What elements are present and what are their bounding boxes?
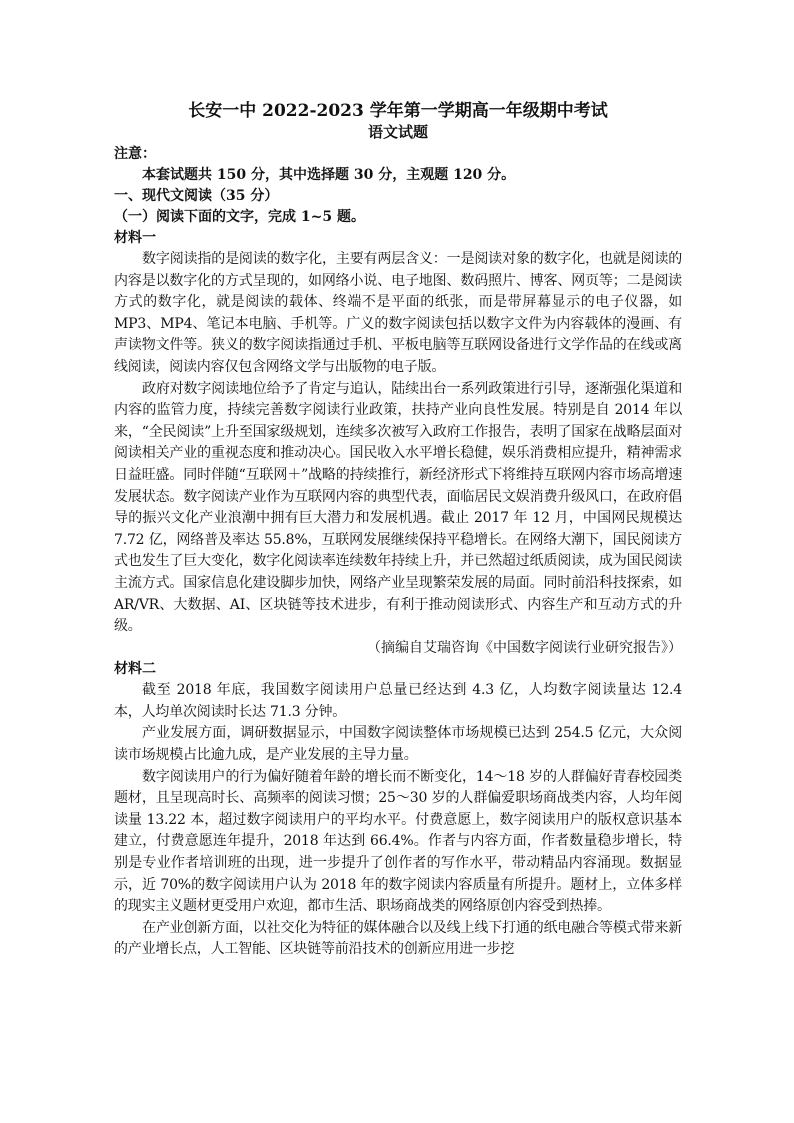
material-two-paragraph: 在产业创新方面，以社交化为特征的媒体融合以及线上线下打通的纸电融合等模式带来新的产业增长点，人工智能、区块链等前沿技术的创新应用进一步挖 <box>114 919 682 958</box>
notice-label: 注意： <box>114 146 156 162</box>
material-one-paragraph: 数字阅读指的是阅读的数字化，主要有两层含义：一是阅读对象的数字化，也就是阅读的内容是以数字化的方式呈现的，如网络小说、电子地图、数码照片、博客、网页等；二是阅读方式的数字化，就是阅读的载体、终端不是平面的纸张，而是带屏幕显示的电子仪器，如 MP3、MP4、笔记本电脑、手机等。广义的数字阅读包括以数字文件为内容载体的漫画、有声读物文件等。狭义的数字阅读指通过手机、平板电脑等互联网设备进行文学作品的在线或离线阅读，阅读内容仅包含网络文学与出版物的电子版。 <box>114 251 682 375</box>
material-one-label: 材料一 <box>114 230 156 246</box>
exam-subtitle: 语文试题 <box>367 123 428 141</box>
section-heading: 一、现代文阅读（35 分） <box>114 188 279 204</box>
material-two-paragraph: 产业发展方面，调研数据显示，中国数字阅读整体市场规模已达到 254.5 亿元，大众阅读市场规模占比逾九成，是产业发展的主导力量。 <box>114 725 682 764</box>
material-two-paragraph: 截至 2018 年底，我国数字阅读用户总量已经达到 4.3 亿，人均数字阅读量达 12.4 本，人均单次阅读时长达 71.3 分钟。 <box>114 682 682 720</box>
exam-title: 长安一中 2022-2023 学年第一学期高一年级期中考试 <box>188 101 608 121</box>
exam-page <box>114 100 682 961</box>
material-two-label: 材料二 <box>114 661 156 678</box>
notice-text: 本套试题共 150 分，其中选择题 30 分，主观题 120 分。 <box>142 167 516 183</box>
material-one-source: （摘编自艾瑞咨询《中国数字阅读行业研究报告》） <box>367 639 682 656</box>
material-two-paragraph: 数字阅读用户的行为偏好随着年龄的增长而不断变化，14～18 岁的人群偏好青春校园类题材，且呈现高时长、高频率的阅读习惯；25～30 岁的人群偏爱职场商战类内容，人均年阅读量 13.22 本，超过数字阅读用户的平均水平。付费意愿上，数字阅读用户的版权意识基本建立，付费意愿连年提升，2018 年达到 66.4%。作者与内容方面，作者数量稳步增长，特别是专业作者培训班的出现，进一步提升了创作者的写作水平，带动精品内容涌现。数据显示，近 70%的数字阅读用户认为 2018 年的数字阅读内容质量有所提升。题材上，立体多样的现实主义题材更受用户欢迎，都市生活、职场商战类的网络原创内容受到热捧。 <box>114 768 682 915</box>
material-one-paragraph: 政府对数字阅读地位给予了肯定与追认，陆续出台一系列政策进行引导，逐渐强化渠道和内容的监管力度，持续完善数字阅读行业政策，扶持产业向良性发展。特别是自 2014 年以来，“全民阅读”上升至国家级规划，连续多次被写入政府工作报告，表明了国家在战略层面对阅读相关产业的重视态度和推动决心。国民收入水平增长稳健，娱乐消费相应提升，精神需求日益旺盛。同时伴随“互联网＋”战略的持续推行，新经济形式下将维持互联网内容市场高增速发展状态。数字阅读产业作为互联网内容的典型代表，面临居民文娱消费升级风口，在政府倡导的振兴文化产业浪潮中拥有巨大潜力和发展机遇。截止 2017 年 12 月，中国网民规模达 7.72 亿，网络普及率达 55.8%，互联网发展继续保持平稳增长。在网络大潮下，国民阅读方式也发生了巨大变化，数字化阅读率连续数年持续上升，并已然超过纸质阅读，成为国民阅读主流方式。国家信息化建设脚步加快，网络产业呈现繁荣发展的局面。同时前沿科技探索，如 AR/VR、大数据、AI、区块链等技术进步，有利于推动阅读形式、内容生产和互动方式的升级。 <box>114 380 682 635</box>
section-sub-heading: （一）阅读下面的文字，完成 1~5 题。 <box>114 209 365 225</box>
